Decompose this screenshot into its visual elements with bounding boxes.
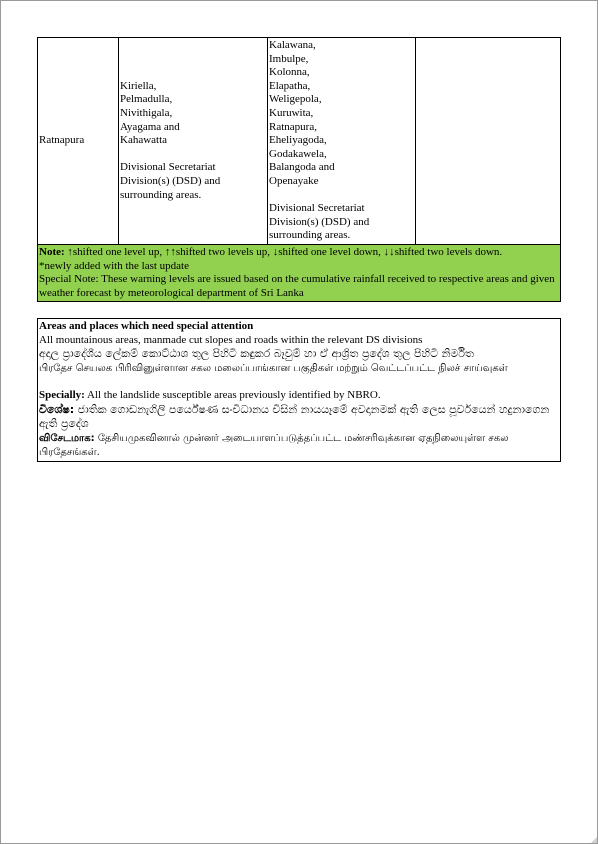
attention-tamil: பிரதேச செயலக பிரிவினுள்ளான சகல மலைப்பாங்கான பகுதிகள் மற்றும் வெட்டப்பட்ட நிலச் சாய்வுகள்: [39, 362, 508, 374]
dsd-text: surrounding areas.: [269, 229, 351, 242]
warning-table: [37, 37, 561, 302]
note-legend: ↑shifted one level up, ↑↑shifted two levels up, ↓shifted one level down, ↓↓shifted two levels down.: [64, 245, 503, 258]
place-name: Kolonna,: [269, 66, 310, 79]
place-name: Pelmadulla,: [120, 93, 173, 106]
specially-sinhala: [39, 403, 559, 432]
sinhala-special-text: ජාතික ගොඩනැගිලි පර්යේෂණ සංවිධානය විසින් නායයෑමේ අවදානමක් ඇති ලෙස පූර්වයෙන් හදුනාගෙන ඇති ප්‍රදේශ: [39, 402, 550, 430]
place-name: Kuruwita,: [269, 106, 314, 119]
dsd-text: Division(s) (DSD) and: [269, 215, 370, 228]
place-name: Kalawana,: [269, 39, 316, 51]
spacer: [269, 189, 414, 203]
dsd-text: Division(s) (DSD) and: [120, 174, 221, 187]
place-name: Imbulpe,: [269, 52, 309, 65]
place-name: Eheliyagoda,: [269, 134, 327, 147]
dsd-text: Divisional Secretariat: [269, 202, 365, 215]
note-cell: [38, 244, 561, 301]
table-row: [38, 38, 561, 245]
page-corner-fold: [591, 837, 597, 843]
note-label: Note:: [39, 245, 65, 258]
special-attention-box: [37, 318, 561, 462]
place-name: Balangoda and: [269, 161, 335, 174]
specially-tamil: [39, 432, 559, 460]
specially-english: [39, 389, 559, 403]
special-note: Special Note: These warning levels are issued based on the cumulative rainfall received to respective areas and given weather forecast by meteorological department of Sri Lanka: [39, 273, 555, 299]
place-name: Kahawatta: [120, 134, 168, 147]
place-name: Ayagama and: [120, 120, 180, 133]
place-name: Elapatha,: [269, 79, 311, 92]
attention-sinhala: අදාල ප්‍රාදේශීය ලේකම් කොට්ඨාශ තුල පිහිටි කඳුකර බෑවුම් හා ඒ ආශ්‍රිත ප්‍රදේශ තුල පිහිටි නිර්මිත: [39, 347, 474, 360]
place-name: Godakawela,: [269, 147, 327, 160]
tamil-special-label: விசேடமாக:: [39, 432, 95, 444]
dsd-text: surrounding areas.: [120, 188, 202, 201]
district-cell: Ratnapura: [38, 38, 119, 245]
place-name: Weligepola,: [269, 93, 322, 106]
affected-areas-cell-2: [268, 38, 416, 245]
attention-title: Areas and places which need special attention: [39, 320, 254, 332]
specially-label: Specially:: [39, 389, 85, 401]
specially-text: All the landslide susceptible areas previously identified by NBRO.: [84, 389, 381, 401]
place-name: Nivithigala,: [120, 106, 173, 119]
new-update-note: *newly added with the last update: [39, 259, 189, 272]
place-name: Ratnapura,: [269, 120, 317, 133]
note-row: [38, 244, 561, 301]
empty-cell: [416, 38, 561, 245]
place-name: Kiriella,: [120, 79, 157, 92]
affected-areas-cell: [119, 38, 268, 245]
spacer: [120, 148, 266, 162]
place-name: Openayake: [269, 174, 319, 187]
affected-areas-list: [120, 80, 266, 202]
affected-areas-list-2: [269, 39, 414, 243]
attention-english: All mountainous areas, manmade cut slopes and roads within the relevant DS divisions: [39, 333, 423, 346]
dsd-text: Divisional Secretariat: [120, 161, 216, 174]
tamil-special-text: தேசியமுகவினால் முன்னர் அடையாளப்படுத்தப்பட்ட மண்சரிவுக்கான ஏதநிலையுள்ள சகல பிரதேசங்கள்.: [39, 432, 509, 458]
sinhala-special-label: විශේෂ:: [39, 402, 75, 416]
